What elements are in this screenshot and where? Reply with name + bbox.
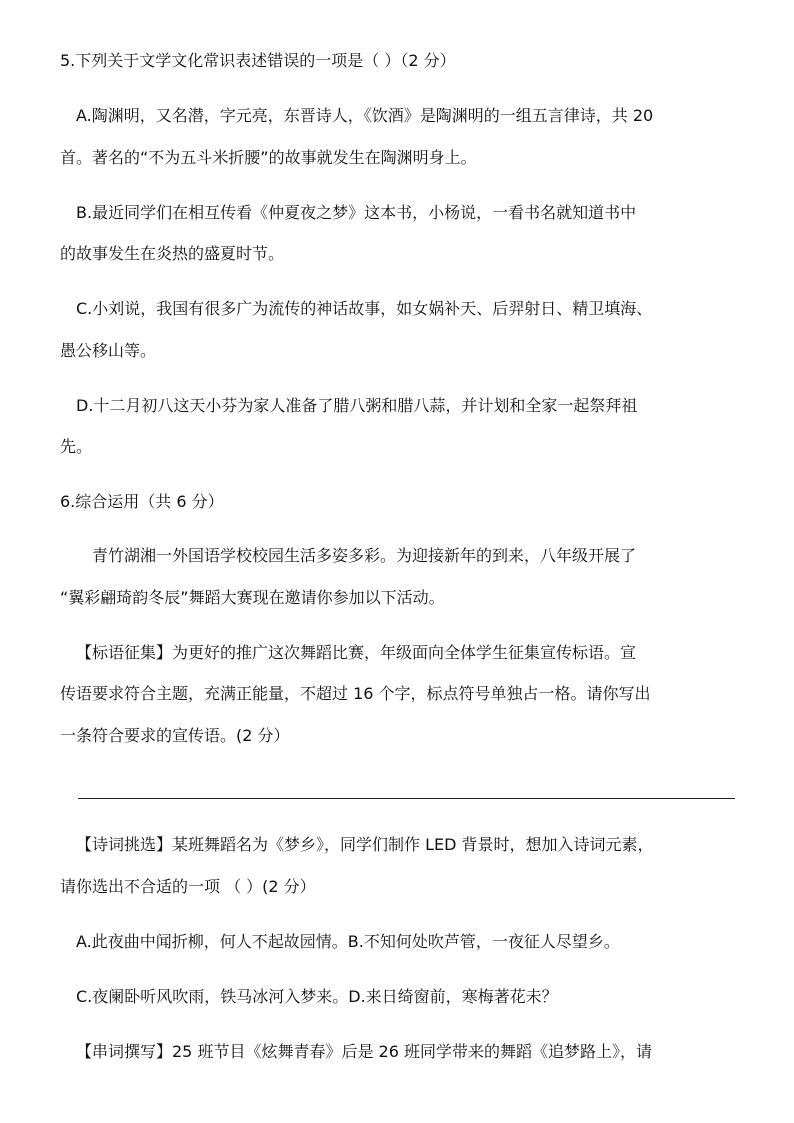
- question-5-stem: 5.下列关于文学文化常识表述错误的一项是（ ）（2 分）: [60, 51, 456, 70]
- slogan-task-line-2: 传语要求符合主题，充满正能量，不超过 16 个字，标点符号单独占一格。请你写出: [60, 684, 651, 703]
- q5-option-a-line-1: A.陶渊明，又名潜，字元亮，东晋诗人，《饮酒》是陶渊明的一组五言律诗，共 20: [76, 106, 654, 125]
- q6-intro-line-2: “翼彩翩琦韵冬辰”舞蹈大赛现在邀请你参加以下活动。: [60, 588, 445, 607]
- q5-option-a-line-2: 首。著名的“不为五斗米折腰”的故事就发生在陶渊明身上。: [60, 148, 477, 167]
- poem-task-line-2: 请你选出不合适的一项 （ ）(2 分）: [60, 877, 316, 896]
- q5-option-b-line-1: B.最近同学们在相互传看《仲夏夜之梦》这本书，小杨说，一看书名就知道书中: [76, 203, 637, 222]
- slogan-answer-line: [78, 798, 735, 799]
- poem-options-line-1: A.此夜曲中闻折柳，何人不起故园情。B.不知何处吹芦管，一夜征人尽望乡。: [76, 932, 620, 951]
- poem-task-line-1: 【诗词挑选】某班舞蹈名为《梦乡》，同学们制作 LED 背景时，想加入诗词元素，: [76, 835, 654, 854]
- link-task-line-1: 【串词撰写】25 班节目《炫舞青春》后是 26 班同学带来的舞蹈《追梦路上》，请: [76, 1042, 652, 1061]
- q5-option-d-line-2: 先。: [60, 437, 93, 456]
- q5-option-c-line-1: C.小刘说，我国有很多广为流传的神话故事，如女娲补天、后羿射日、精卫填海、: [76, 299, 653, 318]
- q6-intro-line-1: 青竹湖湘一外国语学校校园生活多姿多彩。为迎接新年的到来，八年级开展了: [92, 546, 637, 565]
- slogan-task-line-3: 一条符合要求的宣传语。(2 分）: [60, 726, 290, 745]
- poem-options-line-2: C.夜阑卧听风吹雨，铁马冰河入梦来。D.来日绮窗前，寒梅著花未？: [76, 987, 558, 1006]
- q5-option-b-line-2: 的故事发生在炎热的盛夏时节。: [60, 244, 285, 263]
- slogan-task-line-1: 【标语征集】为更好的推广这次舞蹈比赛，年级面向全体学生征集宣传标语。宣: [76, 643, 637, 662]
- q5-option-c-line-2: 愚公移山等。: [60, 341, 157, 360]
- question-6-stem: 6.综合运用（共 6 分）: [60, 492, 224, 511]
- q5-option-d-line-1: D.十二月初八这天小芬为家人准备了腊八粥和腊八蒜，并计划和全家一起祭拜祖: [76, 396, 638, 415]
